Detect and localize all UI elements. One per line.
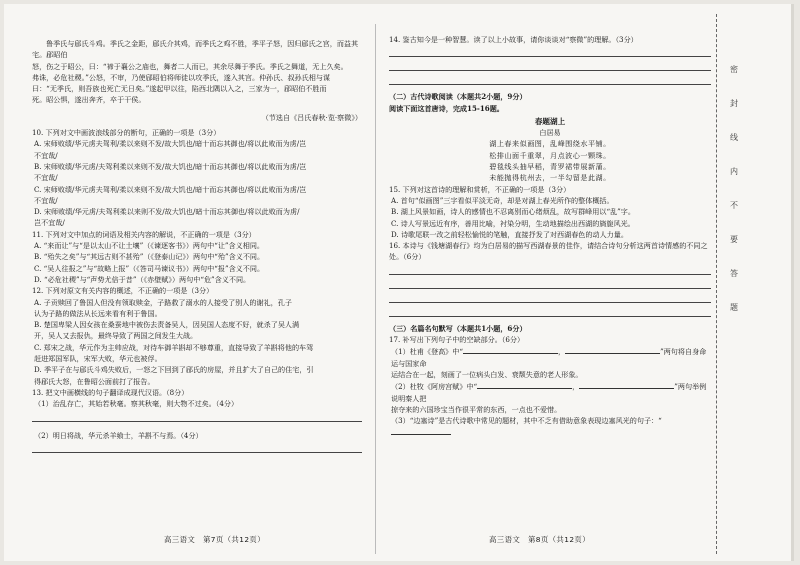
q12-option: 得郈氏大怒，在鲁昭公面前打了报告。 [34, 376, 155, 386]
q13-sentence-2: （2）明日将战，华元杀羊飨士，羊斟不与焉。（4分） [34, 430, 203, 440]
poem-line: 松排山面千重翠，月点波心一颗珠。 [489, 150, 611, 160]
seal-char: 题 [730, 303, 738, 312]
seal-line-label [728, 64, 740, 336]
answer-line[interactable] [389, 73, 711, 85]
q10-option: B. 宋师败绩/华元虏/夫驾利柔以来则不发/故大饥也/暗十而忘其御也/将以此败而为虏/岂 [34, 161, 307, 171]
q10-option: A. 宋师败绩/华元虏夫驾利/柔以来则不发/故大饥也/暗十而忘其御也/将以此败而为虏/岂 [34, 139, 307, 149]
passage-line: 怒，伤之于昭公，曰：“禘于襄公之庙也，舞者二人而已，其余尽舞于季氏。季氏之舞道，无上久矣。 [32, 61, 348, 71]
poem-title: 春题湖上 [534, 116, 566, 126]
q17-item-2: （2）杜牧《阿房宫赋》中“ ， ”两句举例说明秦人把 [391, 382, 707, 403]
q12-option: 开，吴人又去报仇，最终导致了两国之间发生大战。 [34, 331, 198, 341]
passage-source: （节选自《吕氏春秋·览·察微》） [261, 112, 362, 122]
seal-line [716, 14, 717, 554]
seal-char: 内 [730, 167, 738, 176]
section-3-heading: （三）名篇名句默写（本题共1小题，6分） [389, 323, 527, 333]
seal-char: 密 [730, 65, 738, 74]
q12-option: B. 楚国卑梁人因女孩在桑蚕地中被伤去责备吴人，因吴国人态度不好，就杀了吴人满 [34, 320, 300, 330]
q17-2-suffix: ”两句举例说明秦人把 [391, 382, 707, 403]
blank-field[interactable] [579, 380, 674, 389]
poem-author: 白居易 [539, 128, 561, 138]
left-page [32, 4, 362, 561]
blank-field[interactable] [463, 345, 558, 354]
question-17-stem: 17. 补写出下列句子中的空缺部分。（6分） [389, 335, 525, 345]
page-footer-right: 高三语文 第8页（共12页） [489, 535, 591, 544]
q11-option: C. “吴人往报之”与“故略上报”（《答司马谏议书》）两句中“报”含义不同。 [34, 263, 265, 273]
seal-char: 线 [730, 133, 738, 142]
page-divider [375, 24, 376, 554]
q10-option: C. 宋师败绩/华元虏夫驾利/柔以来则不发/故大饥也/暗十而忘其御也/将以此败而为虏/岂 [34, 184, 307, 194]
q15-option: B. 湖上风景如画，诗人的感情也不忍离别而心绪烦乱，故写群峰用以“乱”字。 [391, 207, 635, 217]
q17-item-3 [389, 415, 711, 439]
q15-option: A. 首句“似画图”三字看似平淡无奇，却是对湖上春光所作的整体概括。 [391, 195, 614, 205]
q17-item-1: （1）杜甫《登高》中“ ， ”两句将自身命运与国家命 [391, 347, 707, 368]
q11-option: B. “殆失之矣”与“其远古则不甚殆”（《登泰山记》）两句中“殆”含义不同。 [34, 252, 265, 262]
q10-option: 不宜哉/ [34, 150, 58, 160]
question-16-stem: 16. 本诗与《钱塘湖春行》均为白居易的描写西湖春景的佳作，请结合诗句分析这两首诗情感的不同之处。（6分） [389, 241, 708, 262]
poem-line: 未能抛得杭州去，一半勾留是此湖。 [489, 173, 611, 183]
question-10-stem: 10. 下列对文中画波浪线部分的断句，正确的一项是（3分） [32, 128, 221, 138]
answer-line[interactable] [389, 305, 711, 317]
poem-line: 碧毯线头抽早稻，青罗裙带展新蒲。 [489, 162, 611, 172]
q12-option: C. 郑宋之战，华元作为主帅应战，对待车御羊斟却不够尊重，直接导致了羊斟将他的车驾 [34, 342, 314, 352]
page-footer-left: 高三语文 第7页（共12页） [164, 535, 266, 544]
blank-field[interactable] [477, 380, 572, 389]
answer-line[interactable] [32, 441, 362, 453]
question-14-stem: 14. 鉴古知今是一种智慧。读了以上小故事，请你谈谈对“察微”的理解。（3分） [389, 35, 638, 44]
blank-field[interactable] [391, 426, 451, 435]
passage-line: 曰：“无季氏，则吾族也死亡无日矣。”遂起甲以往，陷西北隅以入之，三家为一，郈昭伯不胜而 [32, 84, 327, 94]
poem-line: 湖上春来似画图，乱峰围绕水平铺。 [489, 139, 611, 149]
passage-line: 弗诛，必危社稷。”公怒，不审，乃使郈昭伯将师徒以攻季氏，遂入其宫。仲孙氏、叔孙氏相与谋 [32, 72, 331, 82]
q17-1-suffix: ”两句将自身命运与国家命 [391, 347, 707, 368]
q17-2-continuation: 掠夺来的六国珍宝当作很平常的东西，一点也不爱惜。 [391, 404, 562, 414]
q10-option: 不宜哉/ [34, 173, 58, 183]
seal-char: 封 [730, 99, 738, 108]
question-13-stem: 13. 把文中画横线的句子翻译成现代汉语。（8分） [32, 387, 189, 397]
q10-option: 不宜哉/ [34, 195, 58, 205]
q17-1-prefix: （1）杜甫《登高》中“ [391, 347, 463, 357]
q15-option: D. 诗歌尾联一改之前轻松愉悦的笔触，直接抒发了对西湖春色的动人力量。 [391, 229, 628, 239]
passage-line: 死。昭公惧，遂出奔齐，卒于干侯。 [32, 95, 146, 105]
q17-2-prefix: （2）杜牧《阿房宫赋》中“ [391, 382, 478, 392]
q11-option: D. “必危社稷”与“声势尤倍于昔”（《赤壁赋》）两句中“危”含义不同。 [34, 274, 251, 284]
answer-line[interactable] [389, 59, 711, 71]
q17-1-continuation: 运结合在一起，刻画了一位病头白发、衰颓失意的老人形象。 [391, 369, 583, 379]
answer-line[interactable] [32, 410, 362, 422]
q10-option: 岂不宜哉/ [34, 218, 65, 228]
seal-char: 要 [730, 235, 738, 244]
answer-line[interactable] [389, 263, 711, 275]
q12-option: A. 子贡赎回了鲁国人但没有领取赎金，子路救了溺水的人接受了别人的谢礼，孔子 [34, 297, 292, 307]
passage-line: 鲁季氏与郈氏斗鸡。季氏之金距，郈氏介其鸡，而季氏之鸡不胜，季平子怒，因归郈氏之宫，而益其宅。郈昭伯 [32, 39, 359, 60]
q12-option: 认为子路的做法从长远来看有利于鲁国。 [34, 308, 162, 318]
q15-option: C. 诗人写景远近有序，善用比喻，衬染分明，生动地描绘出西湖的旖旎风光。 [391, 218, 635, 228]
seal-char: 答 [730, 269, 738, 278]
exam-sheet [4, 4, 794, 561]
section-2-heading: （二）古代诗歌阅读（本题共2小题，9分） [389, 92, 527, 102]
answer-line[interactable] [389, 45, 711, 57]
question-11-stem: 11. 下列对文中加点的词语及相关内容的解说，不正确的一项是（3分） [32, 229, 256, 239]
answer-line[interactable] [389, 277, 711, 289]
section-2-intro: 阅读下面这首唐诗，完成15-16题。 [389, 103, 504, 113]
question-15-stem: 15. 下列对这首诗的理解和赏析，不正确的一项是（3分） [389, 184, 571, 194]
blank-field[interactable] [565, 345, 660, 354]
q11-option: A. “来而让”与“是以太山不让土壤”（《谏逐客书》）两句中“让”含义相同。 [34, 241, 265, 251]
q12-option: D. 季平子在与郈氏斗鸡失败后，一怒之下回到了郈氏的房屋，并且扩大了自己的住宅，引 [34, 365, 314, 375]
q13-sentence-1: （1）治乱存亡，其始若秋毫。察其秋毫，则大物不过矣。（4分） [34, 399, 239, 409]
right-page [389, 4, 711, 561]
answer-line[interactable] [389, 291, 711, 303]
q17-3-text: （3）“边塞诗”是古代诗歌中常见的题材，其中不乏有借助意象表现边塞风光的句子：“ [391, 416, 662, 426]
seal-char: 不 [730, 201, 738, 210]
q12-option: 赶进郑国军队，宋军大败，华元也被俘。 [34, 354, 162, 364]
sheet-edge [791, 4, 794, 561]
q10-option: D. 宋师败绩/华元虏/夫驾利柔以来则不发/故大饥也/暗十而忘其御也/将以此败而为虏/ [34, 207, 300, 217]
question-12-stem: 12. 下列对原文有关内容的概述，不正确的一项是（3分） [32, 286, 214, 296]
